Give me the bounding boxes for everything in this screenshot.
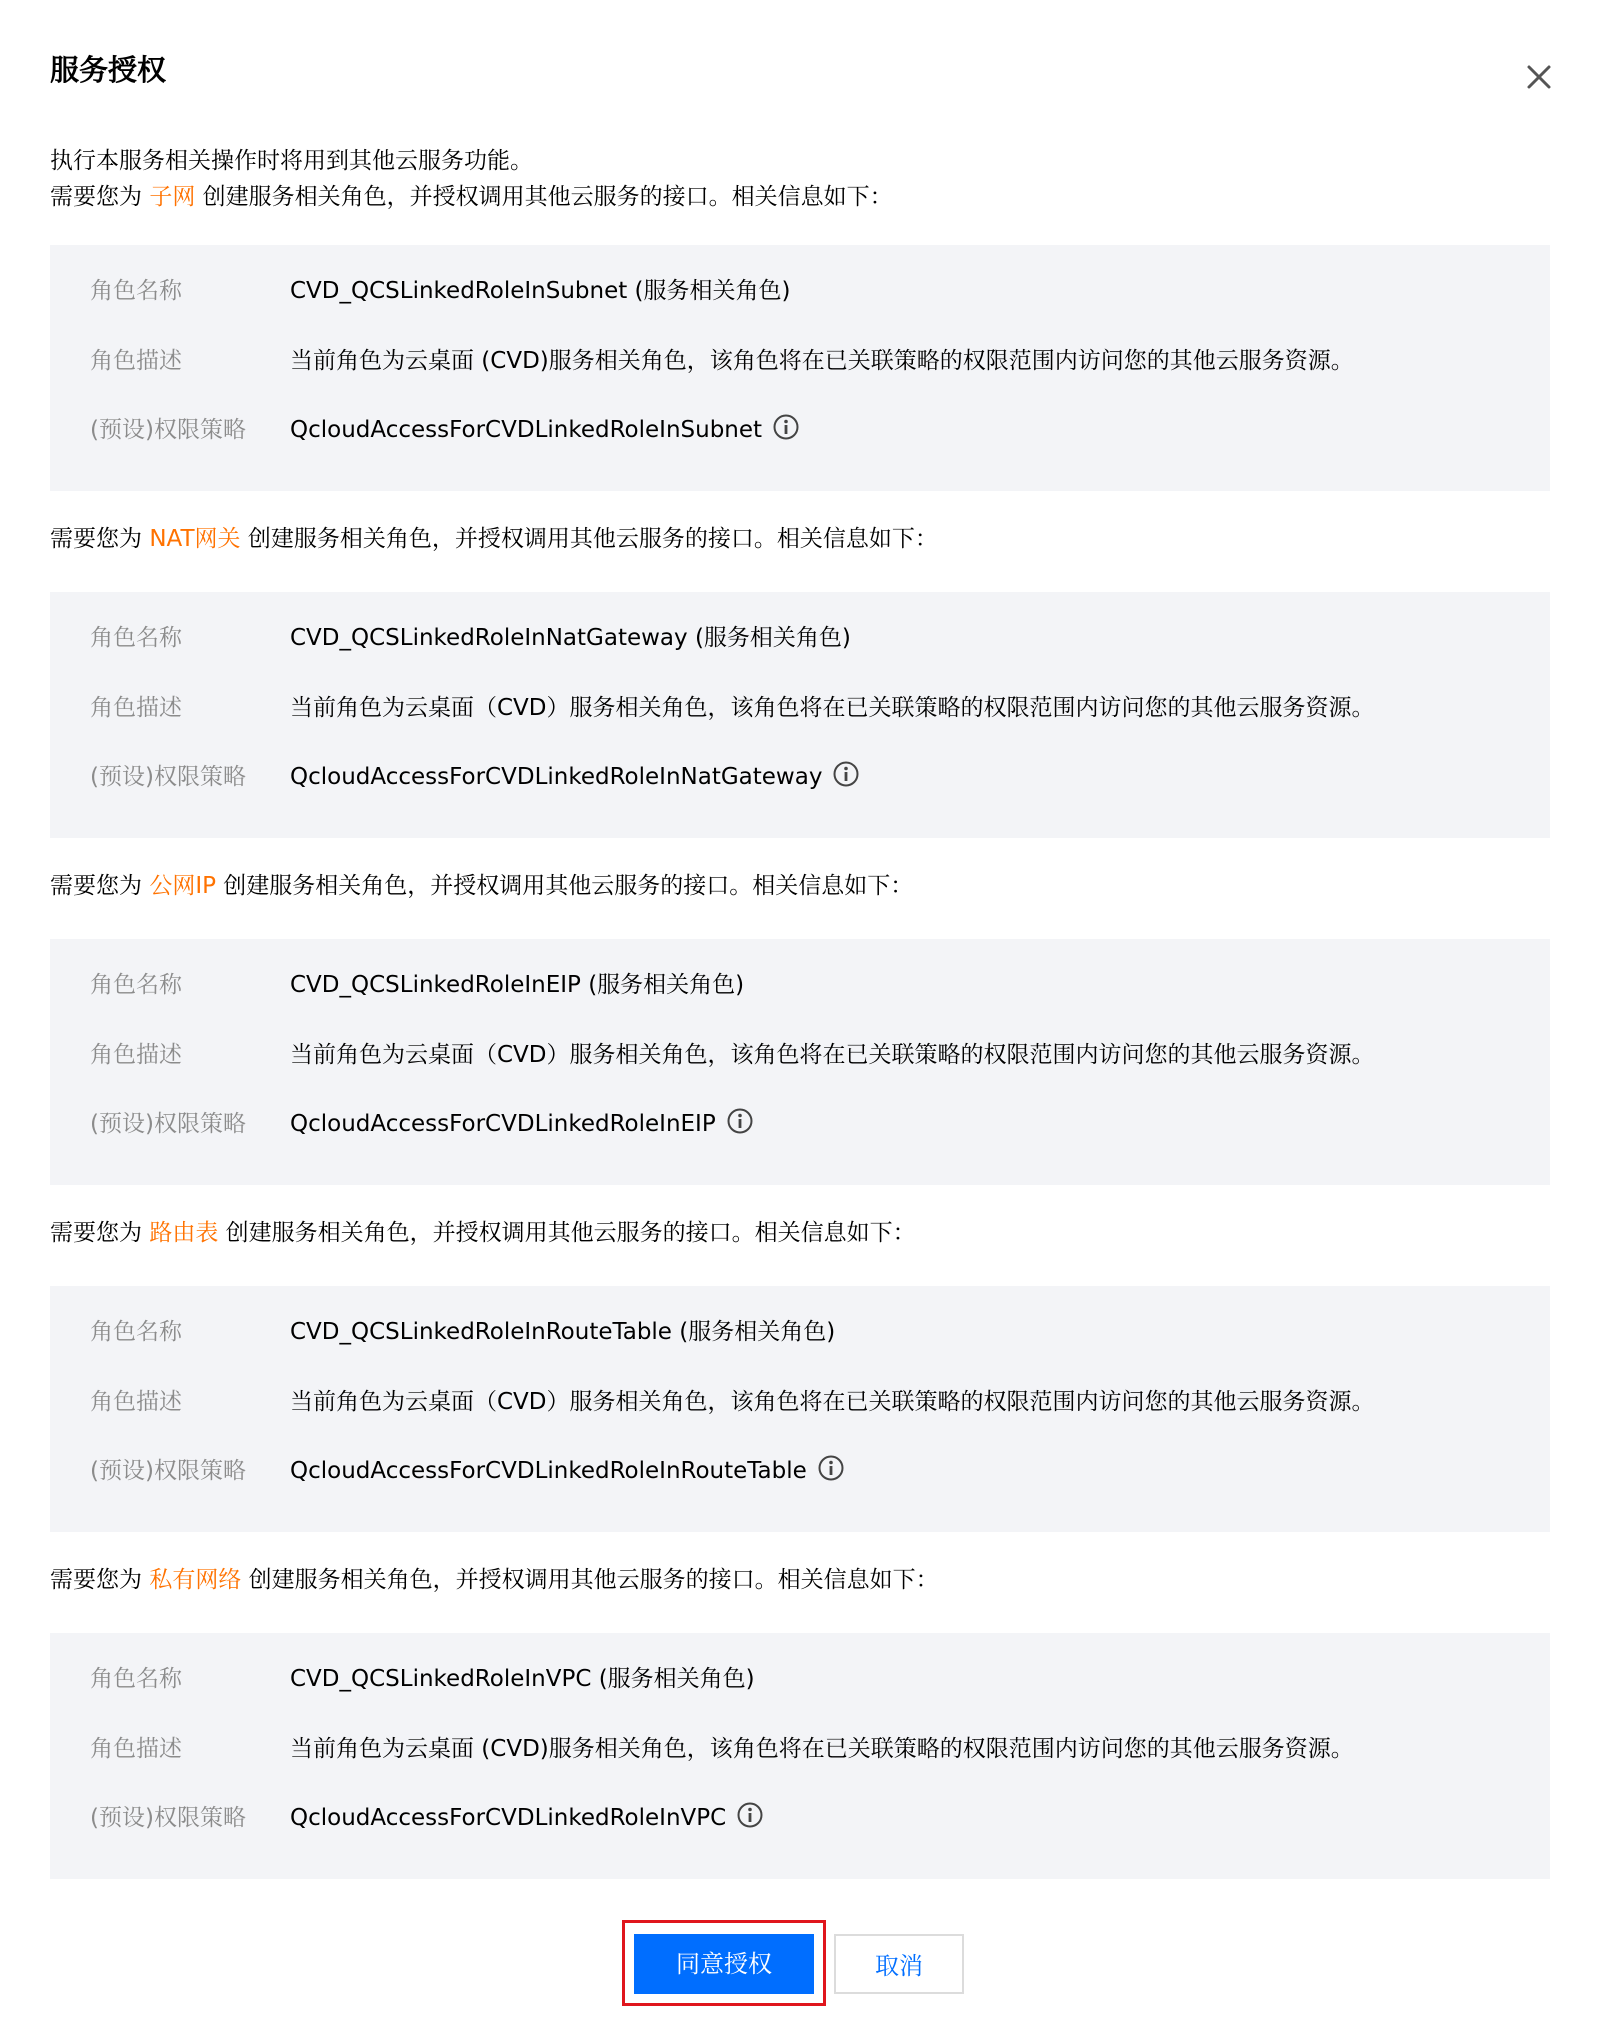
service-link-route-table[interactable]: 路由表 xyxy=(149,1220,219,1246)
heading-suffix: 创建服务相关角色，并授权调用其他云服务的接口。相关信息如下： xyxy=(240,526,938,552)
policy-label: (预设)权限策略 xyxy=(90,764,246,790)
heading-prefix: 需要您为 xyxy=(50,526,150,552)
heading-prefix: 需要您为 xyxy=(50,1567,150,1593)
section-heading-1 xyxy=(50,521,938,557)
role-name-row xyxy=(50,1659,1550,1699)
role-info-panel-vpc xyxy=(50,1633,1550,1879)
role-name-value: CVD_QCSLinkedRoleInRouteTable (服务相关角色) xyxy=(290,1319,836,1345)
service-link-nat-gateway[interactable]: NAT网关 xyxy=(149,526,241,552)
info-circle-icon[interactable] xyxy=(817,1454,845,1482)
policy-label: (预设)权限策略 xyxy=(90,1805,246,1831)
heading-suffix: 创建服务相关角色，并授权调用其他云服务的接口。相关信息如下： xyxy=(218,1220,916,1246)
service-link-vpc[interactable]: 私有网络 xyxy=(149,1567,242,1593)
info-circle-icon[interactable] xyxy=(736,1801,764,1829)
role-desc-label: 角色描述 xyxy=(90,695,182,721)
role-name-label: 角色名称 xyxy=(90,278,182,304)
service-link-eip[interactable]: 公网IP xyxy=(149,873,216,899)
policy-row xyxy=(50,410,1550,450)
section-heading-2 xyxy=(50,868,913,904)
heading-suffix: 创建服务相关角色，并授权调用其他云服务的接口。相关信息如下： xyxy=(241,1567,939,1593)
role-name-label: 角色名称 xyxy=(90,972,182,998)
intro-line: 执行本服务相关操作时将用到其他云服务功能。 xyxy=(50,148,533,174)
role-desc-value: 当前角色为云桌面（CVD）服务相关角色，该角色将在已关联策略的权限范围内访问您的其他云服务资源。 xyxy=(290,1042,1375,1068)
role-desc-value: 当前角色为云桌面（CVD）服务相关角色，该角色将在已关联策略的权限范围内访问您的其他云服务资源。 xyxy=(290,695,1375,721)
role-info-panel-eip xyxy=(50,939,1550,1185)
role-desc-row xyxy=(50,1035,1550,1075)
role-desc-row xyxy=(50,341,1550,381)
dialog-title: 服务授权 xyxy=(50,53,167,87)
policy-value: QcloudAccessForCVDLinkedRoleInSubnet xyxy=(290,417,763,443)
policy-row xyxy=(50,1104,1550,1144)
policy-row xyxy=(50,757,1550,797)
service-link-subnet[interactable]: 子网 xyxy=(149,184,196,210)
heading-prefix: 需要您为 xyxy=(50,184,150,210)
role-desc-row xyxy=(50,1729,1550,1769)
section-heading-0 xyxy=(50,179,893,215)
policy-label: (预设)权限策略 xyxy=(90,1111,246,1137)
intro-text xyxy=(50,143,893,215)
policy-value-wrap xyxy=(290,757,860,797)
role-desc-label: 角色描述 xyxy=(90,348,182,374)
role-desc-row xyxy=(50,688,1550,728)
role-name-value: CVD_QCSLinkedRoleInVPC (服务相关角色) xyxy=(290,1666,755,1692)
heading-prefix: 需要您为 xyxy=(50,1220,150,1246)
role-desc-label: 角色描述 xyxy=(90,1042,182,1068)
role-name-row xyxy=(50,965,1550,1005)
role-desc-value: 当前角色为云桌面（CVD）服务相关角色，该角色将在已关联策略的权限范围内访问您的其他云服务资源。 xyxy=(290,1389,1375,1415)
info-circle-icon[interactable] xyxy=(726,1107,754,1135)
heading-suffix: 创建服务相关角色，并授权调用其他云服务的接口。相关信息如下： xyxy=(195,184,893,210)
policy-label: (预设)权限策略 xyxy=(90,1458,246,1484)
policy-value: QcloudAccessForCVDLinkedRoleInVPC xyxy=(290,1805,727,1831)
role-desc-value: 当前角色为云桌面 (CVD)服务相关角色，该角色将在已关联策略的权限范围内访问您的其他云服务资源。 xyxy=(290,1736,1354,1762)
role-desc-row xyxy=(50,1382,1550,1422)
policy-value-wrap xyxy=(290,1798,764,1838)
agree-authorize-button[interactable]: 同意授权 xyxy=(634,1934,814,1994)
policy-row xyxy=(50,1451,1550,1491)
role-info-panel-route-table xyxy=(50,1286,1550,1532)
role-desc-label: 角色描述 xyxy=(90,1389,182,1415)
role-name-label: 角色名称 xyxy=(90,1319,182,1345)
policy-value-wrap xyxy=(290,1104,754,1144)
role-desc-label: 角色描述 xyxy=(90,1736,182,1762)
role-name-row xyxy=(50,1312,1550,1352)
heading-suffix: 创建服务相关角色，并授权调用其他云服务的接口。相关信息如下： xyxy=(215,873,914,899)
role-name-value: CVD_QCSLinkedRoleInNatGateway (服务相关角色) xyxy=(290,625,851,651)
cancel-button[interactable]: 取消 xyxy=(834,1934,964,1994)
role-name-label: 角色名称 xyxy=(90,1666,182,1692)
role-name-value: CVD_QCSLinkedRoleInSubnet (服务相关角色) xyxy=(290,278,791,304)
policy-value: QcloudAccessForCVDLinkedRoleInEIP xyxy=(290,1111,716,1137)
section-heading-3 xyxy=(50,1215,916,1251)
close-icon[interactable] xyxy=(1520,58,1558,96)
info-circle-icon[interactable] xyxy=(772,413,800,441)
section-heading-4 xyxy=(50,1562,939,1598)
role-name-value: CVD_QCSLinkedRoleInEIP (服务相关角色) xyxy=(290,972,745,998)
role-info-panel-subnet xyxy=(50,245,1550,491)
policy-row xyxy=(50,1798,1550,1838)
policy-value: QcloudAccessForCVDLinkedRoleInNatGateway xyxy=(290,764,823,790)
role-name-label: 角色名称 xyxy=(90,625,182,651)
role-info-panel-nat-gateway xyxy=(50,592,1550,838)
role-name-row xyxy=(50,271,1550,311)
role-name-row xyxy=(50,618,1550,658)
policy-value: QcloudAccessForCVDLinkedRoleInRouteTable xyxy=(290,1458,807,1484)
policy-label: (预设)权限策略 xyxy=(90,417,246,443)
policy-value-wrap xyxy=(290,1451,845,1491)
role-desc-value: 当前角色为云桌面 (CVD)服务相关角色，该角色将在已关联策略的权限范围内访问您的其他云服务资源。 xyxy=(290,348,1354,374)
policy-value-wrap xyxy=(290,410,800,450)
heading-prefix: 需要您为 xyxy=(50,873,150,899)
info-circle-icon[interactable] xyxy=(832,760,860,788)
